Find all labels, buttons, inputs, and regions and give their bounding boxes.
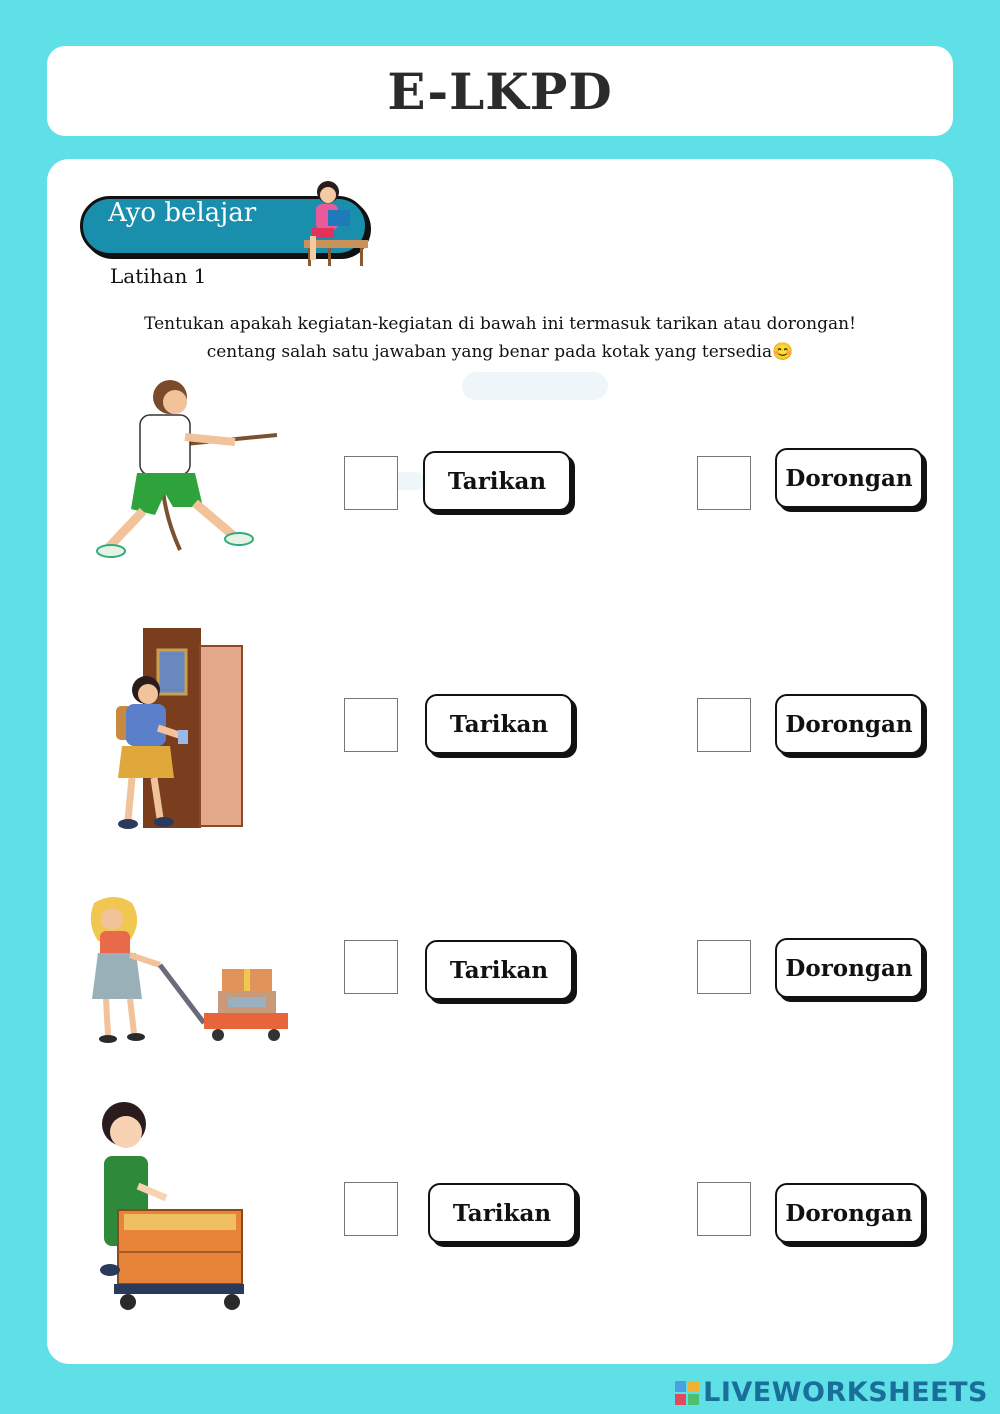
liveworksheets-logo (675, 1377, 988, 1408)
checkbox-q2-dorongan[interactable] (697, 698, 751, 752)
checkbox-q3-tarikan[interactable] (344, 940, 398, 994)
instruction-line-1: Tentukan apakah kegiatan-kegiatan di bawah ini termasuk tarikan atau dorongan! (144, 314, 856, 334)
exercise-subtitle: Latihan 1 (110, 264, 207, 288)
liveworksheets-brand: LIVEWORKSHEETS (703, 1377, 988, 1408)
checkbox-q4-tarikan[interactable] (344, 1182, 398, 1236)
option-q1-tarikan[interactable]: Tarikan (423, 451, 571, 511)
checkbox-q1-tarikan[interactable] (344, 456, 398, 510)
title-card (47, 46, 953, 136)
girl-reading-icon (298, 178, 374, 268)
checkbox-q3-dorongan[interactable] (697, 940, 751, 994)
cloud-decoration (462, 372, 608, 400)
liveworksheets-logo-icon (675, 1381, 699, 1405)
boy-pulling-rope-icon (95, 375, 281, 565)
checkbox-q1-dorongan[interactable] (697, 456, 751, 510)
woman-pushing-cart-icon (94, 1102, 244, 1314)
option-q1-dorongan[interactable]: Dorongan (775, 448, 923, 508)
section-badge-label: Ayo belajar (108, 198, 257, 228)
instructions (100, 310, 900, 366)
checkbox-q4-dorongan[interactable] (697, 1182, 751, 1236)
page-title: E-LKPD (387, 61, 613, 121)
checkbox-q2-tarikan[interactable] (344, 698, 398, 752)
instruction-line-2: centang salah satu jawaban yang benar pada kotak yang tersedia😊 (206, 342, 794, 362)
option-q4-tarikan[interactable]: Tarikan (428, 1183, 576, 1243)
option-q3-dorongan[interactable]: Dorongan (775, 938, 923, 998)
girl-opening-door-icon (108, 618, 248, 838)
option-q2-dorongan[interactable]: Dorongan (775, 694, 923, 754)
girl-pulling-cart-icon (84, 893, 294, 1045)
option-q2-tarikan[interactable]: Tarikan (425, 694, 573, 754)
option-q3-tarikan[interactable]: Tarikan (425, 940, 573, 1000)
option-q4-dorongan[interactable]: Dorongan (775, 1183, 923, 1243)
